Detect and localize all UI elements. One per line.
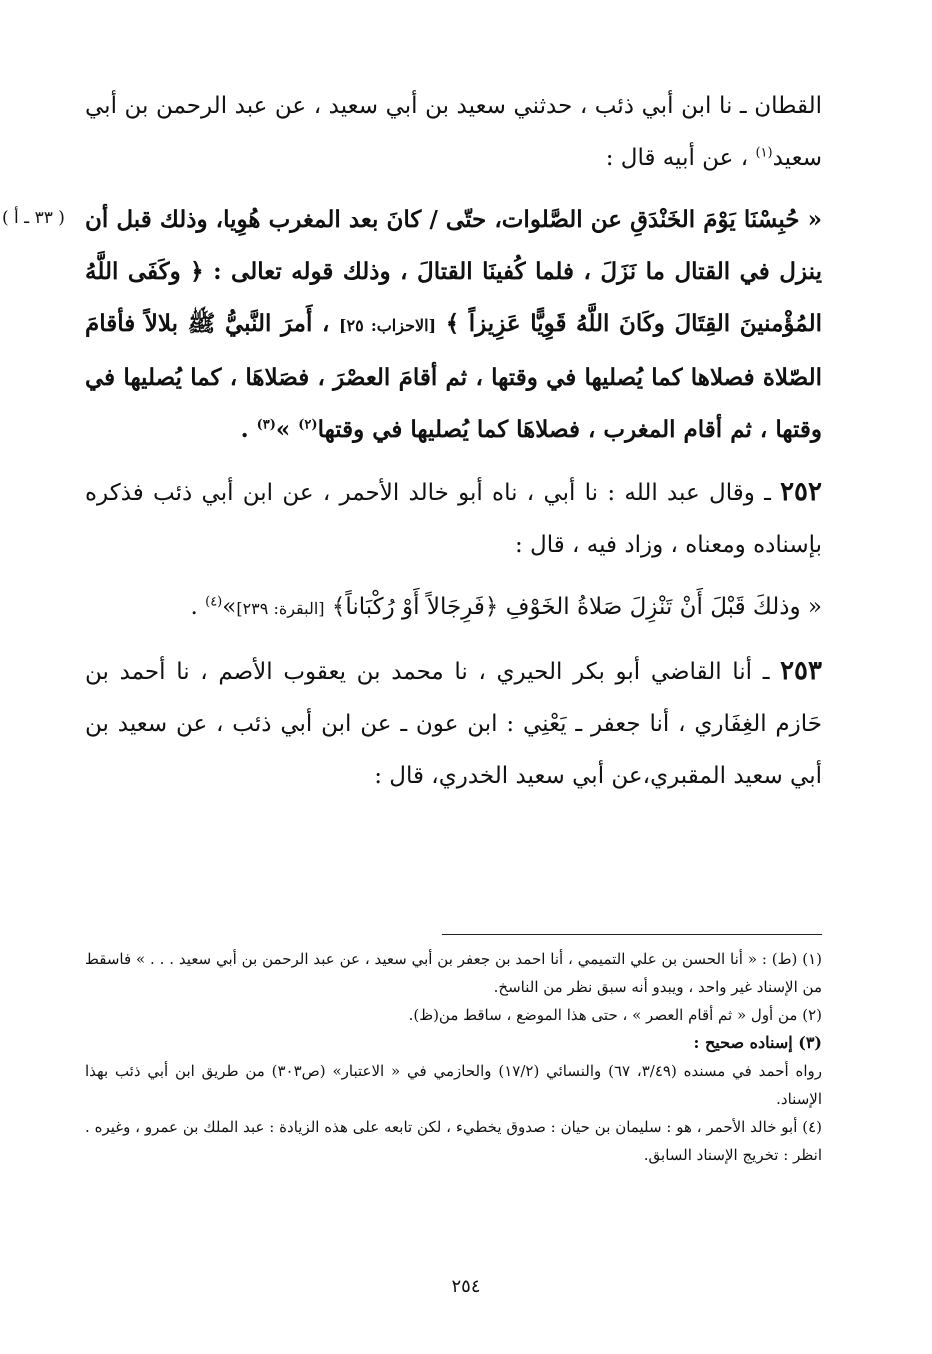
quran-reference: [الاحزاب: ٢٥] <box>338 316 437 335</box>
text: ـ أنا القاضي أبو بكر الحيري ، نا محمد بن يعقوب الأصم ، نا أحمد بن حَازم الغِفَاري ، أنا جعفر ـ يَعْنِي : ابن عون ـ عن ابن أبي ذئب ، عن سعيد بن أبي سعيد المقبري،عن أبي سعيد الخدري، قال : <box>85 659 822 789</box>
text: » <box>222 594 237 620</box>
footnote-ref-4: (٤) <box>205 594 223 610</box>
text: « حُبِسْنَا يَوْمَ الخَنْدَقِ عن الصَّلوات، حتّى / كانَ بعد المغرب هُوِيا، وذلك قبل أن ينزل في القتال ما نَزَلَ ، فلما كُفينَا القتالَ ، وذلك قوله تعالى : ﴿ وكَفَى اللَّهُ المُؤْمنينَ القِتَالَ وكَانَ اللَّهُ قَوِيًّا عَزِيزاً ﴾ <box>85 206 823 337</box>
text: . <box>240 416 257 443</box>
text: ـ وقال عبد الله : نا أبي ، ناه أبو خالد الأحمر ، عن ابن أبي ذئب فذكره بإسناده ومعناه ، وزاد فيه ، قال : <box>85 480 822 558</box>
footnotes <box>85 945 822 1169</box>
paragraph-isnad-continued <box>85 80 822 184</box>
footnote-ref-3: (٣) <box>256 417 276 433</box>
footnote-3-body: رواه أحمد في مسنده (٣/٤٩، ٦٧) والنسائي (١٧/٢) والحازمي في « الاعتبار» (ص٣٠٣) من طريق ابن أبي ذئب بهذا الإسناد. <box>85 1062 822 1108</box>
text: ، أَمرَ النَّبيُّ ﷺ بلالاً فأقامَ الصّلاة فصلاها كما يُصليها في وقتها ، ثم أقامَ العصْرَ ، فصَلاهَا ، كما يُصليها في وقتها ، ثم أقام المغرب ، فصلاهَا كما يُصليها في وقتها <box>85 310 822 443</box>
page-number: ٢٥٤ <box>451 1276 481 1297</box>
paragraph-hadith-matn <box>85 194 822 456</box>
hadith-number: ٢٥٣ <box>780 656 822 686</box>
footnote-1: (١) (ط) : « أنا الحسن بن علي التميمي ، أنا احمد بن جعفر بن أبي سعيد ، عن عبد الرحمن بن أبي سعيد . . . » فاسقط من الإسناد غير واحد ، ويبدو أنه سبق نظر من الناسخ. <box>85 950 822 996</box>
footnote-ref-1: (١) <box>755 145 773 161</box>
text: ، عن أبيه قال : <box>605 145 756 171</box>
quran-reference: [البقرة: ٢٣٩] <box>236 599 325 618</box>
footnote-ref-2: (٢) <box>298 417 318 433</box>
paragraph-hadith-253 <box>85 645 822 802</box>
hadith-number: ٢٥٢ <box>780 477 822 507</box>
footnote-4: (٤) أبو خالد الأحمر ، هو : سليمان بن حيان : صدوق يخطيء ، لكن تابعه على هذه الزيادة : عبد الملك بن عمرو ، وغيره . انظر : تخريج الإسناد السابق. <box>85 1118 822 1164</box>
text: . <box>190 594 206 620</box>
text: القطان ـ نا ابن أبي ذئب ، حدثني سعيد بن أبي سعيد ، عن عبد الرحمن بن أبي سعيد <box>85 93 822 171</box>
paragraph-hadith-252 <box>85 466 822 571</box>
footnote-2: (٢) من أول « ثم أقام العصر » ، حتى هذا الموضع ، ساقط من(ظ). <box>408 1006 822 1024</box>
footnote-3-heading: (٣) إسناده صحيح : <box>693 1033 822 1052</box>
text: » <box>275 416 299 443</box>
footnote-divider <box>442 934 822 935</box>
manuscript-folio-ref: ( ٣٣ ـ أ ) <box>2 208 65 228</box>
text: « وذلكَ قَبْلَ أَنْ تَنْزِلَ صَلاةُ الخَوْفِ ﴿فَرِجَالاً أَوْ رُكْبَاناً﴾ <box>331 594 822 620</box>
paragraph-addition <box>85 581 822 635</box>
main-text <box>85 80 822 802</box>
